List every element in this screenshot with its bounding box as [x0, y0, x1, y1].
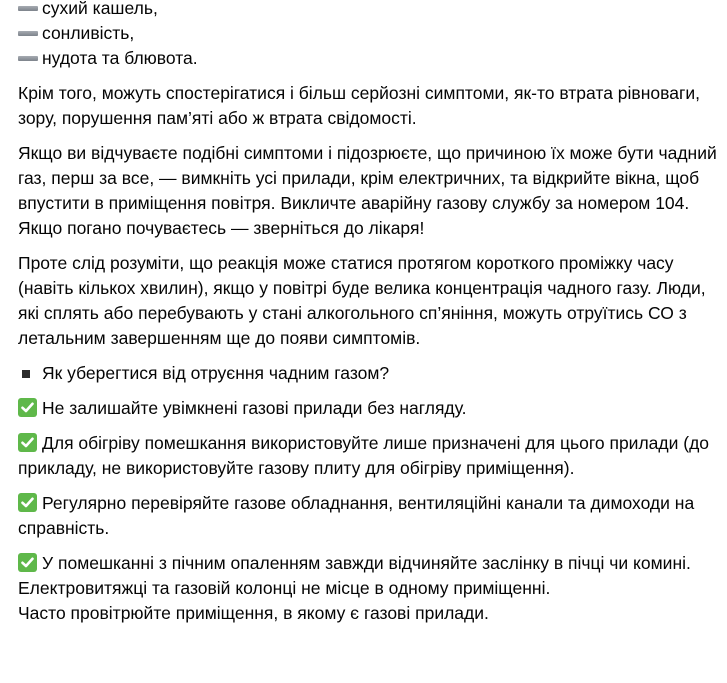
check-mark-icon [18, 553, 37, 572]
question-text: Як уберегтися від отруєння чадним газом? [42, 363, 390, 383]
list-item-text: сонливість, [42, 23, 135, 43]
paragraph-serious-symptoms: Крім того, можуть спостерігатися і більш серйозні симптоми, як-то втрата рівноваги, зору, порушення пам’яті або ж втрата свідомості. [18, 83, 700, 128]
paragraph-reaction-time: Проте слід розуміти, що реакція може статися протягом короткого проміжку часу (навіть кількох хвилин), якщо у повітрі буде велика концентрація чадного газу. Люди, які сплять або перебувають у стані алкогольного сп’яніння, можуть отруїтись СО з летальним завершенням ще до появи симптомів. [18, 253, 706, 348]
list-item [18, 46, 718, 71]
check-mark-icon [18, 493, 37, 512]
heavy-minus-icon [18, 31, 38, 36]
black-square-bullet-icon [22, 370, 30, 378]
tip-text: У помешканні з пічним опаленням завжди відчиняйте заслінку в пічці чи комині. [42, 553, 691, 573]
tip-text: Для обігріву помешкання використовуйте лише призначені для цього прилади (до прикладу, не використовуйте газову плиту для обігріву приміщення). [18, 433, 710, 478]
list-item-text: нудота та блювота. [42, 48, 198, 68]
tip-item [18, 396, 718, 421]
check-mark-icon [18, 433, 37, 452]
list-item-text: сухий кашель, [42, 0, 158, 18]
paragraph-what-to-do: Якщо ви відчуваєте подібні симптоми і підозрюєте, що причиною їх може бути чадний газ, перш за все, — вимкніть усі прилади, крім електричних, та відкрийте вікна, щоб впустити в приміщення повітря. Викличте аварійну газову службу за номером 104. Якщо погано почуваєтесь — зверніться до лікаря! [18, 143, 717, 238]
tip-text: Регулярно перевіряйте газове обладнання, вентиляційні канали та димоходи на справність. [18, 493, 695, 538]
closing-line: Часто провітрюйте приміщення, в якому є газові прилади. [18, 603, 489, 623]
post-body [18, 0, 718, 626]
heavy-minus-icon [18, 56, 38, 61]
check-mark-icon [18, 398, 37, 417]
list-item [18, 21, 718, 46]
closing-line: Електровитяжці та газовій колонці не місце в одному приміщенні. [18, 578, 551, 598]
heavy-minus-icon [18, 6, 38, 11]
tip-text: Не залишайте увімкнені газові прилади без нагляду. [42, 398, 467, 418]
tip-item [18, 491, 718, 541]
question-heading [18, 361, 718, 386]
list-item [18, 0, 718, 21]
tip-item [18, 551, 718, 576]
tip-item [18, 431, 718, 481]
